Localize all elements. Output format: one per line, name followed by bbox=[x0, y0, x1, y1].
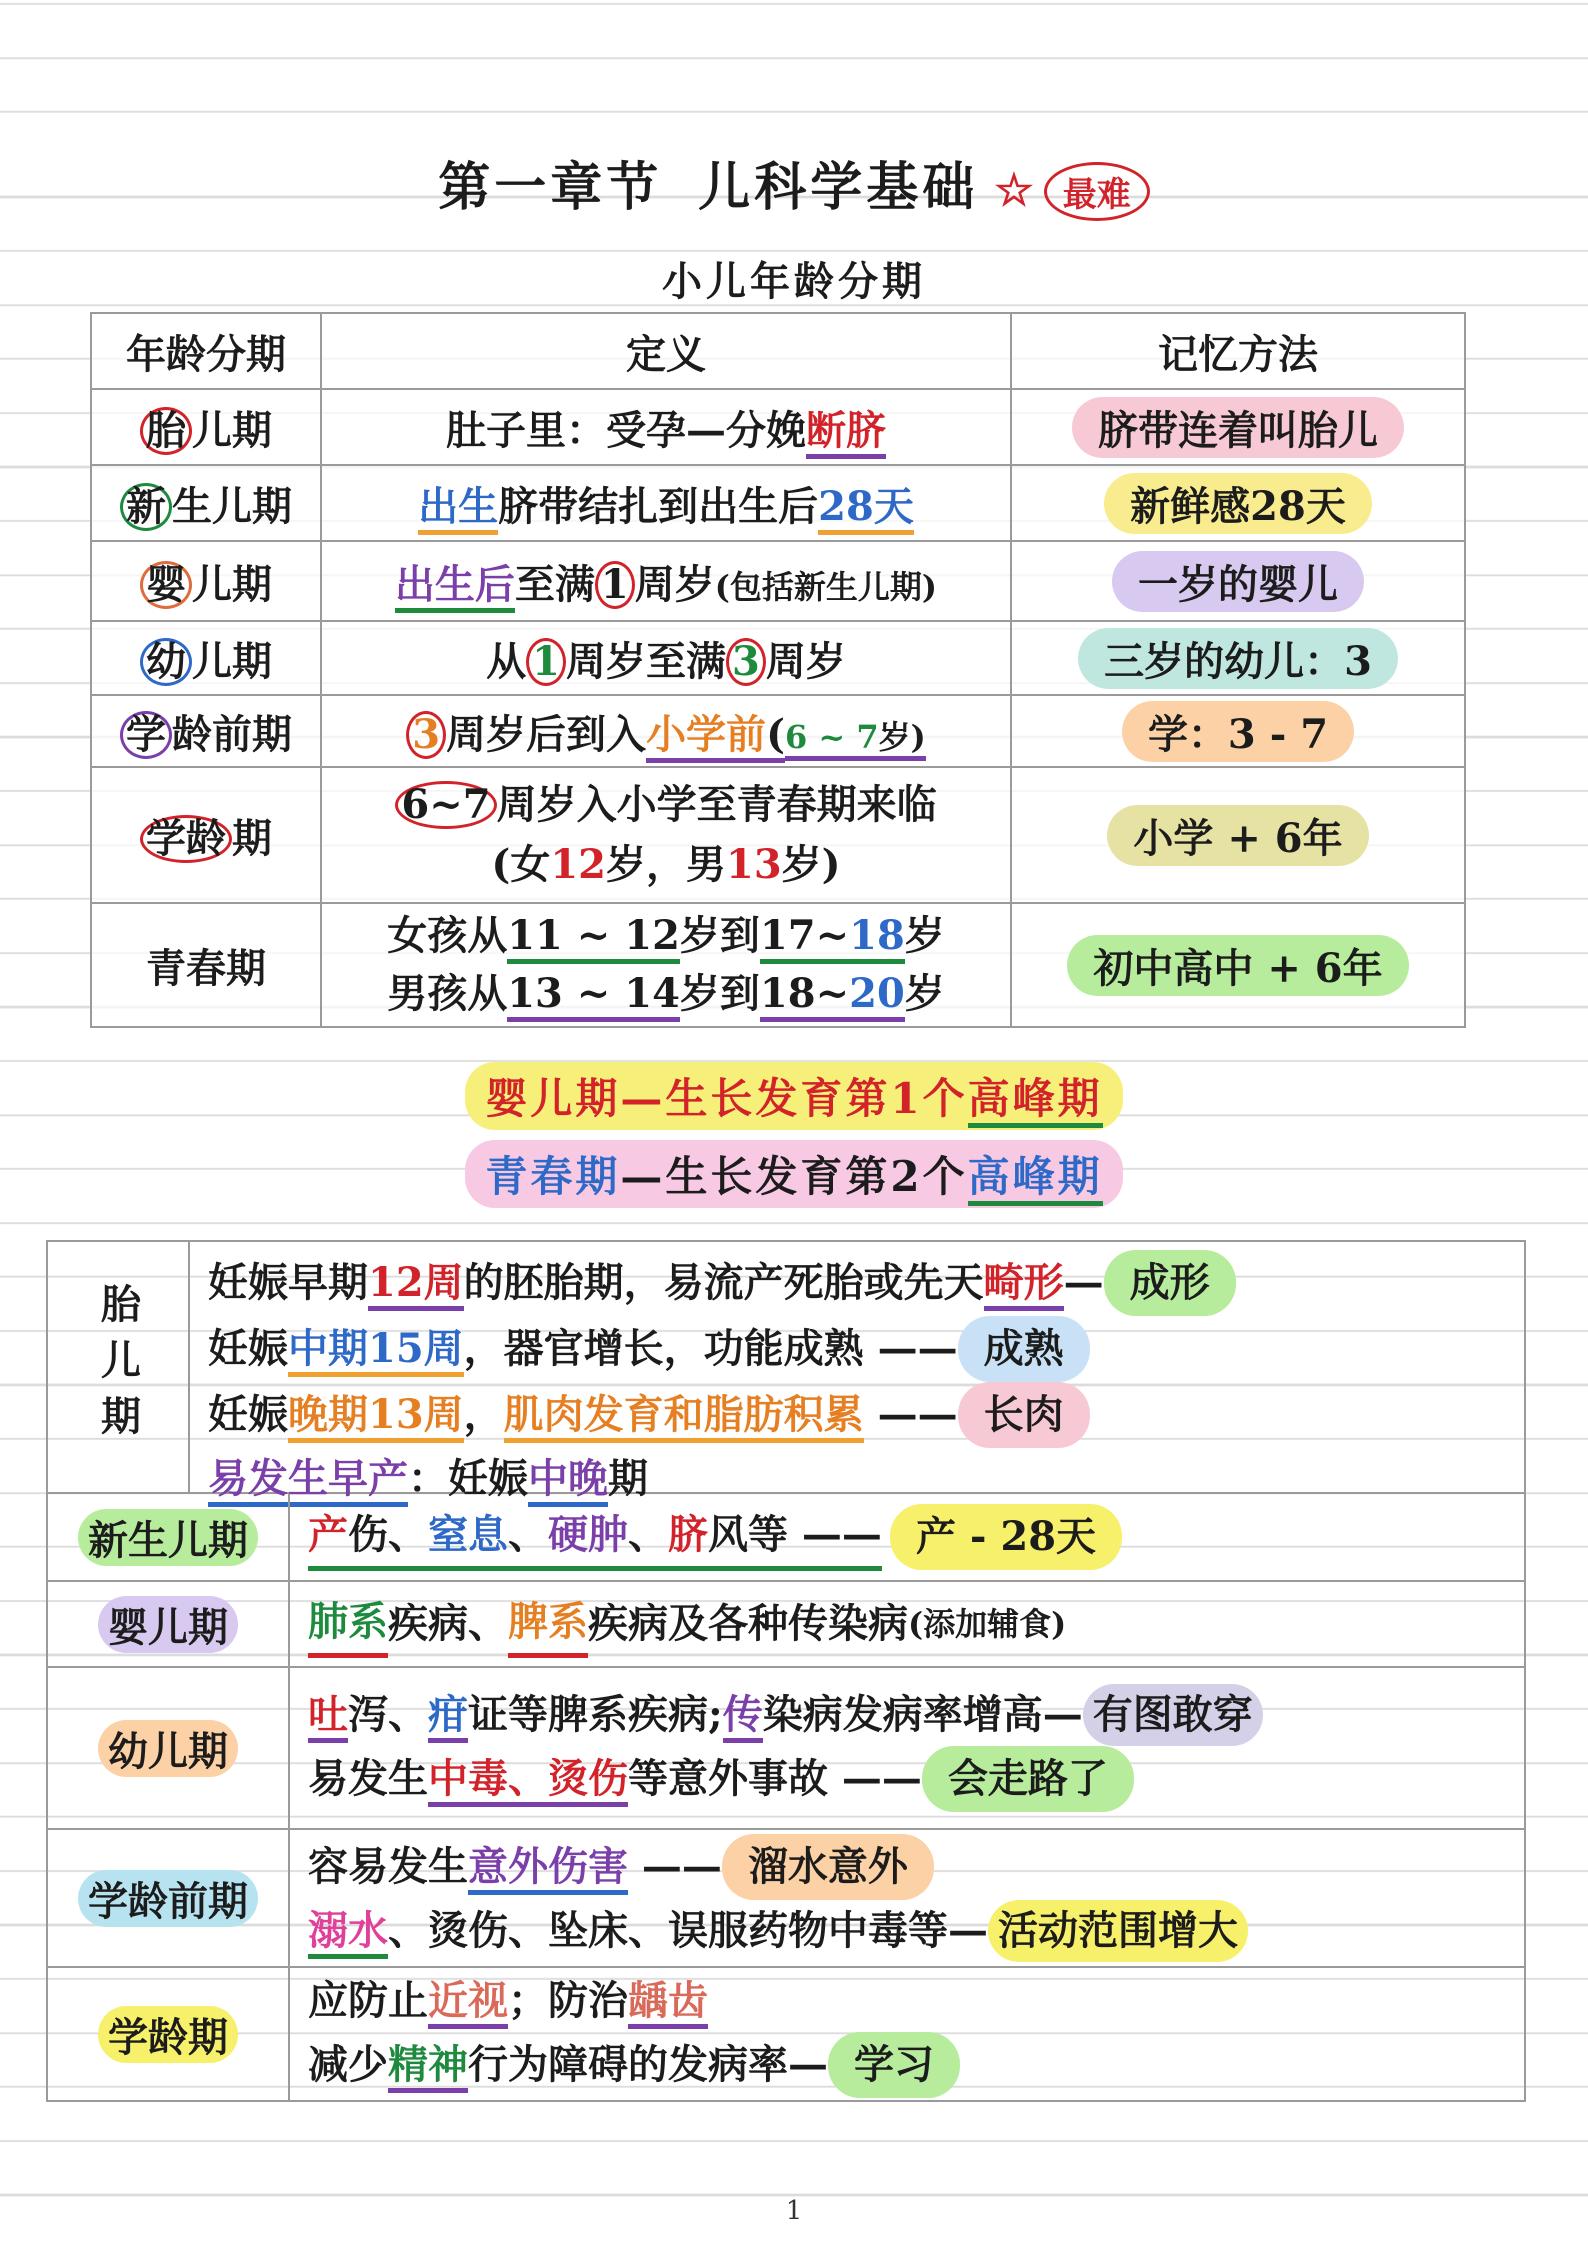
toddler-label bbox=[48, 1668, 290, 1828]
fetal-label-text: 胎儿期 bbox=[94, 1283, 142, 1451]
stage-cell bbox=[91, 695, 321, 767]
highlight: 窒息 bbox=[428, 1504, 508, 1571]
header-stage: 年龄分期 bbox=[91, 313, 321, 389]
table-row bbox=[91, 541, 1465, 621]
peak2-highlight: 高峰期 bbox=[968, 1152, 1103, 1206]
def-text: 从 bbox=[486, 637, 527, 685]
def-text: 女孩从 bbox=[387, 912, 508, 959]
toddler-label-text: 幼儿期 bbox=[98, 1720, 238, 1777]
memory-tag: 一岁的婴儿 bbox=[1112, 551, 1364, 612]
def-highlight: 6 ~ 7 bbox=[785, 718, 879, 761]
table-header-row bbox=[91, 313, 1465, 389]
peak1-highlight: 高峰期 bbox=[968, 1074, 1103, 1128]
infant-label-text: 婴儿期 bbox=[98, 1596, 238, 1653]
highlight: 中毒、烫伤 bbox=[428, 1755, 628, 1807]
preschool-label bbox=[48, 1830, 290, 1966]
age-stage-table bbox=[90, 312, 1466, 1028]
highlight: 中期15周 bbox=[288, 1325, 464, 1377]
memory-cell bbox=[1011, 695, 1465, 767]
stage-text: 龄前期 bbox=[172, 710, 292, 758]
highlight: 易发生早产 bbox=[208, 1455, 408, 1507]
highlight: 肺系 bbox=[308, 1591, 388, 1658]
memory-cell bbox=[1011, 621, 1465, 695]
neonate-content bbox=[290, 1494, 1140, 1580]
def-highlight: 断脐 bbox=[806, 407, 886, 459]
def-circle: 1 bbox=[526, 638, 566, 686]
def-circle: 3 bbox=[406, 711, 446, 759]
infant-label bbox=[48, 1582, 290, 1666]
peak2-stage: 青春期 bbox=[485, 1152, 621, 1201]
def-highlight: 13 ~ 14 bbox=[507, 970, 680, 1022]
page-title bbox=[0, 145, 1588, 221]
highlight: 吐 bbox=[308, 1691, 348, 1743]
definition-cell bbox=[321, 695, 1011, 767]
definition-cell bbox=[321, 621, 1011, 695]
text: ，器官增长，功能成熟 —— bbox=[463, 1325, 958, 1372]
stage-circle: 胎 bbox=[140, 407, 192, 455]
text: 行为障碍的发病率— bbox=[468, 2041, 828, 2088]
stage-cell bbox=[91, 621, 321, 695]
highlight: 中晚 bbox=[528, 1455, 608, 1507]
def-text: ( bbox=[766, 711, 785, 763]
text: 伤、 bbox=[348, 1504, 428, 1571]
infant-content bbox=[290, 1582, 1084, 1666]
memory-tag: 成熟 bbox=[958, 1316, 1090, 1382]
def-text: 岁) bbox=[879, 718, 926, 761]
school-row bbox=[48, 1966, 1524, 2100]
memory-tag: 产 - 28天 bbox=[890, 1504, 1122, 1570]
stage-cell bbox=[91, 465, 321, 541]
def-text: 周岁 bbox=[634, 560, 715, 608]
memory-cell bbox=[1011, 541, 1465, 621]
text: 、烫伤、坠床、误服药物中毒等— bbox=[388, 1907, 988, 1954]
title-part2: 儿科学基础 bbox=[698, 157, 979, 218]
memory-tag: 成形 bbox=[1104, 1250, 1236, 1316]
highlight: 溺水 bbox=[308, 1907, 388, 1959]
stage-text: 儿期 bbox=[192, 406, 272, 454]
def-text: 周岁入小学至青春期来临 bbox=[496, 781, 937, 828]
memory-tag: 新鲜感28天 bbox=[1104, 473, 1372, 534]
memory-cell bbox=[1011, 903, 1465, 1027]
text: 疾病及各种传染病 bbox=[588, 1600, 908, 1647]
text: —— bbox=[863, 1391, 958, 1438]
memory-tag: 溜水意外 bbox=[722, 1834, 934, 1900]
text: 减少 bbox=[308, 2041, 388, 2088]
preschool-row bbox=[48, 1828, 1524, 1966]
neonate-label-text: 新生儿期 bbox=[78, 1509, 258, 1566]
def-text: 岁) bbox=[781, 841, 841, 888]
def-highlight: 17~ bbox=[760, 912, 849, 964]
highlight: 疳 bbox=[428, 1691, 468, 1743]
definition-cell bbox=[321, 903, 1011, 1027]
highlight: 脾系 bbox=[508, 1591, 588, 1658]
stage-disease-table bbox=[46, 1240, 1526, 2102]
stage-cell bbox=[91, 541, 321, 621]
stage-cell bbox=[91, 767, 321, 903]
star-icon: ☆ bbox=[994, 165, 1038, 216]
definition-cell bbox=[321, 541, 1011, 621]
memory-tag: 学习 bbox=[828, 2032, 960, 2098]
memory-cell bbox=[1011, 767, 1465, 903]
text: 期 bbox=[608, 1455, 648, 1502]
school-label-text: 学龄期 bbox=[98, 2006, 238, 2063]
table-row bbox=[91, 621, 1465, 695]
stage-circle: 新 bbox=[120, 483, 172, 531]
memory-tag: 三岁的幼儿：3 bbox=[1078, 628, 1398, 689]
peak2-text: —生长发育第2个 bbox=[620, 1152, 968, 1201]
def-text: 脐带结扎到出生后 bbox=[498, 482, 819, 530]
text: 容易发生 bbox=[308, 1843, 468, 1890]
header-definition: 定义 bbox=[321, 313, 1011, 389]
stage-circle: 学龄 bbox=[140, 815, 232, 863]
stage-circle: 幼 bbox=[140, 638, 192, 686]
def-text: (女 bbox=[491, 841, 551, 888]
highlight: 脐 bbox=[668, 1504, 708, 1571]
text: 证等脾系疾病; bbox=[468, 1691, 723, 1738]
fetal-content bbox=[190, 1242, 1254, 1502]
stage-circle: 学 bbox=[120, 711, 172, 759]
highlight: 硬肿 bbox=[548, 1504, 628, 1571]
def-highlight: 12 bbox=[550, 841, 606, 888]
memory-tag: 长肉 bbox=[958, 1382, 1090, 1448]
stage-text: 儿期 bbox=[192, 637, 272, 685]
text: —— bbox=[628, 1843, 722, 1890]
preschool-label-text: 学龄前期 bbox=[78, 1870, 258, 1927]
difficulty-badge: 最难 bbox=[1044, 162, 1150, 221]
stage-text: 期 bbox=[232, 814, 272, 862]
def-highlight: 28天 bbox=[818, 483, 914, 535]
memory-cell bbox=[1011, 465, 1465, 541]
page-number: 1 bbox=[785, 2196, 803, 2226]
text: ；防治 bbox=[508, 1977, 628, 2024]
text: 风等 —— bbox=[708, 1504, 882, 1571]
def-text: 岁到 bbox=[679, 970, 760, 1017]
text: 染病发病率增高— bbox=[762, 1691, 1083, 1738]
def-text: 周岁 bbox=[765, 637, 846, 685]
memory-tag: 有图敢穿 bbox=[1083, 1684, 1263, 1746]
text: 、 bbox=[628, 1504, 668, 1571]
highlight: 精神 bbox=[388, 2041, 468, 2093]
def-circle: 1 bbox=[595, 561, 635, 609]
def-circle: 3 bbox=[726, 638, 766, 686]
def-highlight: 18~ bbox=[760, 970, 849, 1022]
def-highlight: 18 bbox=[849, 912, 905, 964]
table-row bbox=[91, 389, 1465, 465]
highlight: 近视 bbox=[428, 1977, 508, 2029]
peak1-text: 婴儿期—生长发育第1个 bbox=[485, 1074, 968, 1123]
table-row bbox=[91, 695, 1465, 767]
memory-tag: 脐带连着叫胎儿 bbox=[1072, 397, 1404, 458]
text: 妊娠 bbox=[208, 1325, 288, 1372]
highlight: 传 bbox=[723, 1691, 763, 1743]
def-text: 肚子里：受孕—分娩 bbox=[446, 406, 806, 454]
def-highlight: 小学前 bbox=[646, 711, 766, 763]
note: (添加辅食) bbox=[908, 1605, 1067, 1643]
highlight: 晚期13周 bbox=[288, 1391, 464, 1443]
highlight: 产 bbox=[308, 1504, 348, 1571]
text: 易发生 bbox=[308, 1755, 428, 1802]
memory-tag: 学：3 - 7 bbox=[1122, 701, 1354, 762]
toddler-row bbox=[48, 1666, 1524, 1828]
memory-tag: 初中高中 + 6年 bbox=[1067, 935, 1408, 996]
title-part1: 第一章节 bbox=[438, 157, 663, 218]
memory-tag: 活动范围增大 bbox=[988, 1900, 1248, 1962]
def-text: 至满 bbox=[514, 560, 595, 608]
peak-note-2 bbox=[0, 1140, 1588, 1208]
header-memory: 记忆方法 bbox=[1011, 313, 1465, 389]
highlight: 意外伤害 bbox=[468, 1843, 628, 1895]
def-highlight: 出生后 bbox=[395, 561, 515, 613]
text: 等意外事故 —— bbox=[628, 1755, 922, 1802]
text: 疾病、 bbox=[388, 1600, 508, 1647]
def-highlight: 11 ~ 12 bbox=[507, 912, 680, 964]
def-text: 岁到 bbox=[679, 912, 760, 959]
preschool-content bbox=[290, 1830, 1266, 1966]
text: 泻、 bbox=[348, 1691, 428, 1738]
def-highlight: 13 bbox=[726, 841, 782, 888]
def-highlight: 出生 bbox=[418, 483, 498, 535]
highlight: 龋齿 bbox=[628, 1977, 708, 2029]
text: 的胚胎期，易流产死胎或先天 bbox=[463, 1259, 984, 1306]
def-text: 周岁后到入 bbox=[446, 710, 647, 758]
definition-cell bbox=[321, 767, 1011, 903]
section-subtitle: 小儿年龄分期 bbox=[662, 258, 926, 305]
stage-circle: 婴 bbox=[140, 561, 192, 609]
highlight: 肌肉发育和脂肪积累 bbox=[504, 1391, 864, 1443]
text: ， bbox=[463, 1391, 504, 1438]
def-highlight: 20 bbox=[849, 970, 905, 1022]
def-note: (包括新生儿期) bbox=[714, 567, 938, 606]
school-label bbox=[48, 1968, 290, 2100]
text: 应防止 bbox=[308, 1977, 428, 2024]
table-row bbox=[91, 903, 1465, 1027]
def-circle: 6~7 bbox=[395, 781, 496, 829]
neonate-row bbox=[48, 1492, 1524, 1580]
text: ：妊娠 bbox=[408, 1455, 528, 1502]
def-text: 周岁至满 bbox=[566, 637, 726, 685]
text: — bbox=[1063, 1259, 1104, 1306]
table-row bbox=[91, 465, 1465, 541]
school-content bbox=[290, 1968, 978, 2100]
memory-cell bbox=[1011, 389, 1465, 465]
def-text: 男孩从 bbox=[387, 970, 508, 1017]
definition-cell bbox=[321, 465, 1011, 541]
infant-row bbox=[48, 1580, 1524, 1666]
stage-cell: 青春期 bbox=[91, 903, 321, 1027]
def-text: 岁，男 bbox=[606, 841, 726, 888]
def-text: 岁 bbox=[904, 970, 945, 1017]
peak-note-1 bbox=[0, 1062, 1588, 1130]
fetal-label bbox=[48, 1242, 190, 1492]
definition-cell bbox=[321, 389, 1011, 465]
neonate-label bbox=[48, 1494, 290, 1580]
stage-text: 儿期 bbox=[192, 560, 272, 608]
toddler-content bbox=[290, 1668, 1281, 1828]
stage-text: 生儿期 bbox=[172, 482, 292, 530]
stage-cell bbox=[91, 389, 321, 465]
text: 妊娠早期 bbox=[208, 1259, 368, 1306]
fetal-row bbox=[48, 1242, 1524, 1502]
text: 、 bbox=[508, 1504, 548, 1571]
highlight: 畸形 bbox=[984, 1259, 1064, 1311]
memory-tag: 小学 + 6年 bbox=[1107, 805, 1368, 866]
def-text: 岁 bbox=[904, 912, 945, 959]
memory-tag: 会走路了 bbox=[922, 1746, 1134, 1812]
table-row bbox=[91, 767, 1465, 903]
text: 妊娠 bbox=[208, 1391, 288, 1438]
highlight: 12周 bbox=[368, 1259, 464, 1311]
